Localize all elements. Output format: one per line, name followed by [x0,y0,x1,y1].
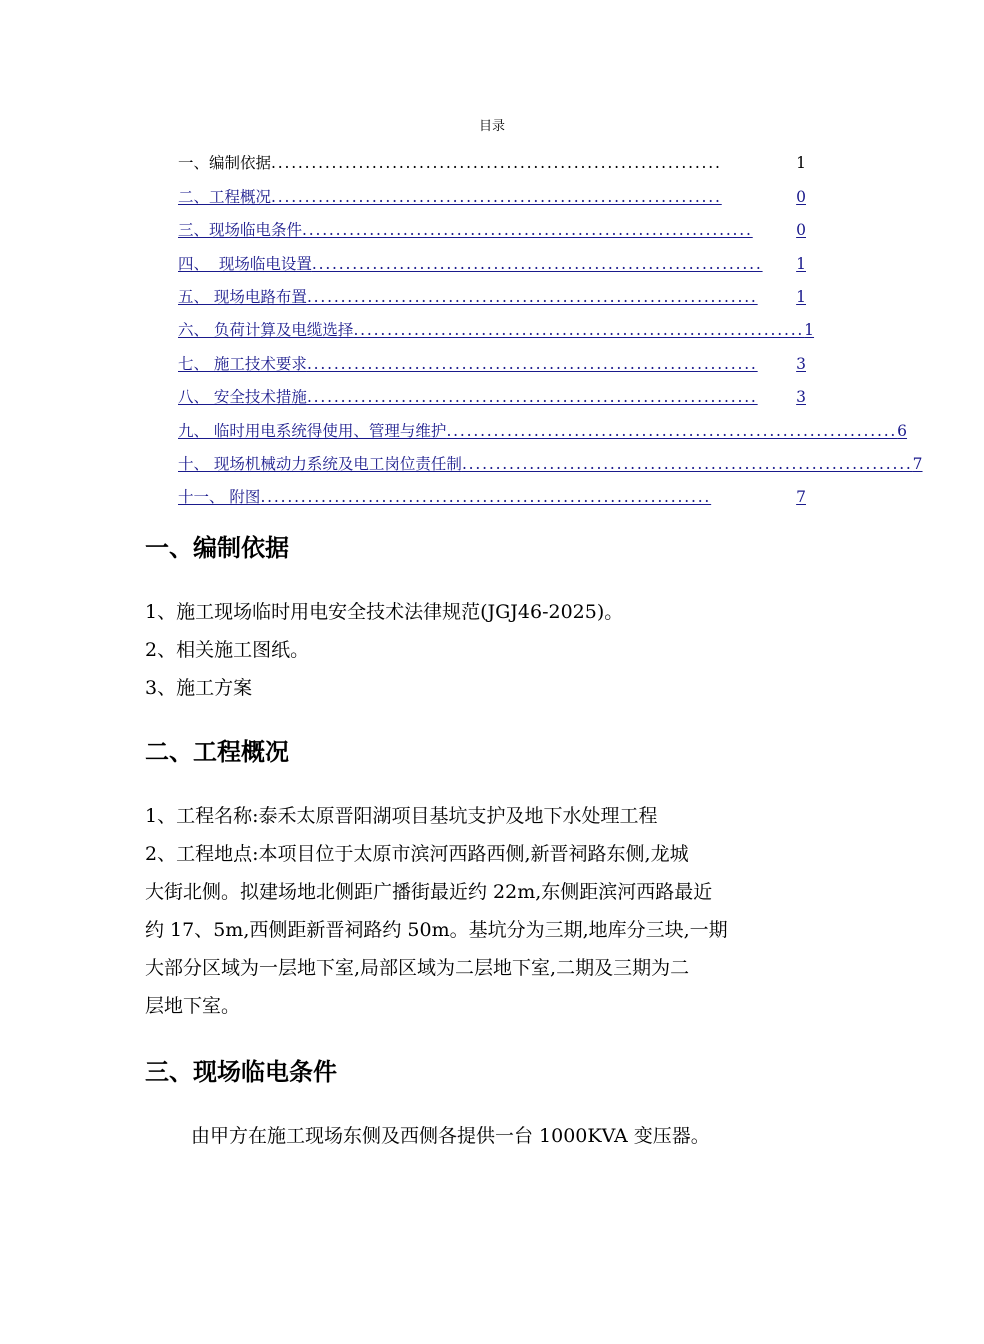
toc-leader-dots: ................................................................... [461,454,913,473]
toc-entry-text: 十、 现场机械动力系统及电工岗位责任制 [178,454,462,473]
toc-entry-text: 九、 临时用电系统得使用、管理与维护 [178,421,447,440]
paragraph-line: 大街北侧。拟建场地北侧距广播街最近约 22m,东侧距滨河西路最近 [145,881,713,903]
toc-entry-link[interactable] [178,408,908,441]
toc-entry-link[interactable] [178,475,806,508]
paragraph-line: 约 17、5m,西侧距新晋祠路约 50m。基坑分为三期,地库分三块,一期 [145,919,728,941]
toc-page-number: 0 [796,221,806,240]
section-body [145,797,810,1025]
table-of-contents [178,141,923,508]
section-heading: 一、编制依据 [145,534,289,562]
list-item: 1、施工现场临时用电安全技术法律规范(JGJ46-2025)。 [145,601,624,623]
toc-entry-link[interactable] [178,275,806,308]
section-heading: 三、现场临电条件 [145,1058,337,1086]
toc-entry-text: 八、 安全技术措施 [178,388,307,407]
toc-leader-dots: ................................................................... [306,287,758,306]
toc-leader-dots: ................................................................... [260,488,712,507]
list-item: 2、相关施工图纸。 [145,639,310,661]
toc-page-number: 1 [796,154,806,173]
toc-page-number: 3 [796,354,806,373]
toc-entry-text: 十一、 附图 [178,488,261,507]
toc-page-number: 1 [804,321,815,340]
paragraph-line: 层地下室。 [145,995,241,1017]
paragraph-line: 由甲方在施工现场东侧及西侧各提供一台 1000KVA 变压器。 [191,1125,710,1147]
toc-leader-dots: ................................................................... [271,154,722,173]
toc-entry-link[interactable] [178,308,815,341]
toc-title: 目录 [478,119,505,134]
toc-entry-link[interactable] [178,208,806,241]
toc-page-number: 0 [796,187,806,206]
toc-page-number: 7 [796,488,806,507]
toc-entry-text: 一、编制依据 [178,154,272,173]
toc-page-number: 7 [912,454,923,473]
section-heading: 二、工程概况 [145,738,289,766]
toc-entry[interactable] [178,141,806,174]
toc-entry-text: 二、工程概况 [178,187,272,206]
toc-page-number: 6 [897,421,908,440]
toc-entry-text: 六、 负荷计算及电缆选择 [178,321,354,340]
section-body [145,1117,810,1155]
toc-page-number: 1 [796,287,806,306]
toc-page-number: 3 [796,388,806,407]
toc-entry-link[interactable] [178,375,806,408]
toc-leader-dots: ................................................................... [311,254,763,273]
toc-leader-dots: ................................................................... [306,388,758,407]
section-body [145,593,810,707]
toc-leader-dots: ................................................................... [306,354,758,373]
toc-entry-link[interactable] [178,442,923,475]
paragraph-line: 大部分区域为一层地下室,局部区域为二层地下室,二期及三期为二 [145,957,690,979]
toc-leader-dots: ................................................................... [302,221,753,240]
toc-entry-text: 三、现场临电条件 [178,221,303,240]
toc-entry-link[interactable] [178,341,806,374]
toc-entry-text: 五、 现场电路布置 [178,287,307,306]
list-item: 3、施工方案 [145,677,253,699]
toc-leader-dots: ................................................................... [446,421,898,440]
toc-leader-dots: ................................................................... [353,321,805,340]
list-item: 1、工程名称:泰禾太原晋阳湖项目基坑支护及地下水处理工程 [145,805,658,827]
toc-entry-text: 七、 施工技术要求 [178,354,307,373]
toc-entry-link[interactable] [178,174,806,207]
toc-page-number: 1 [796,254,806,273]
toc-leader-dots: ................................................................... [271,187,722,206]
toc-entry-link[interactable] [178,241,806,274]
paragraph-line: 2、工程地点:本项目位于太原市滨河西路西侧,新晋祠路东侧,龙城 [145,843,689,865]
toc-entry-text: 四、 现场临电设置 [178,254,312,273]
